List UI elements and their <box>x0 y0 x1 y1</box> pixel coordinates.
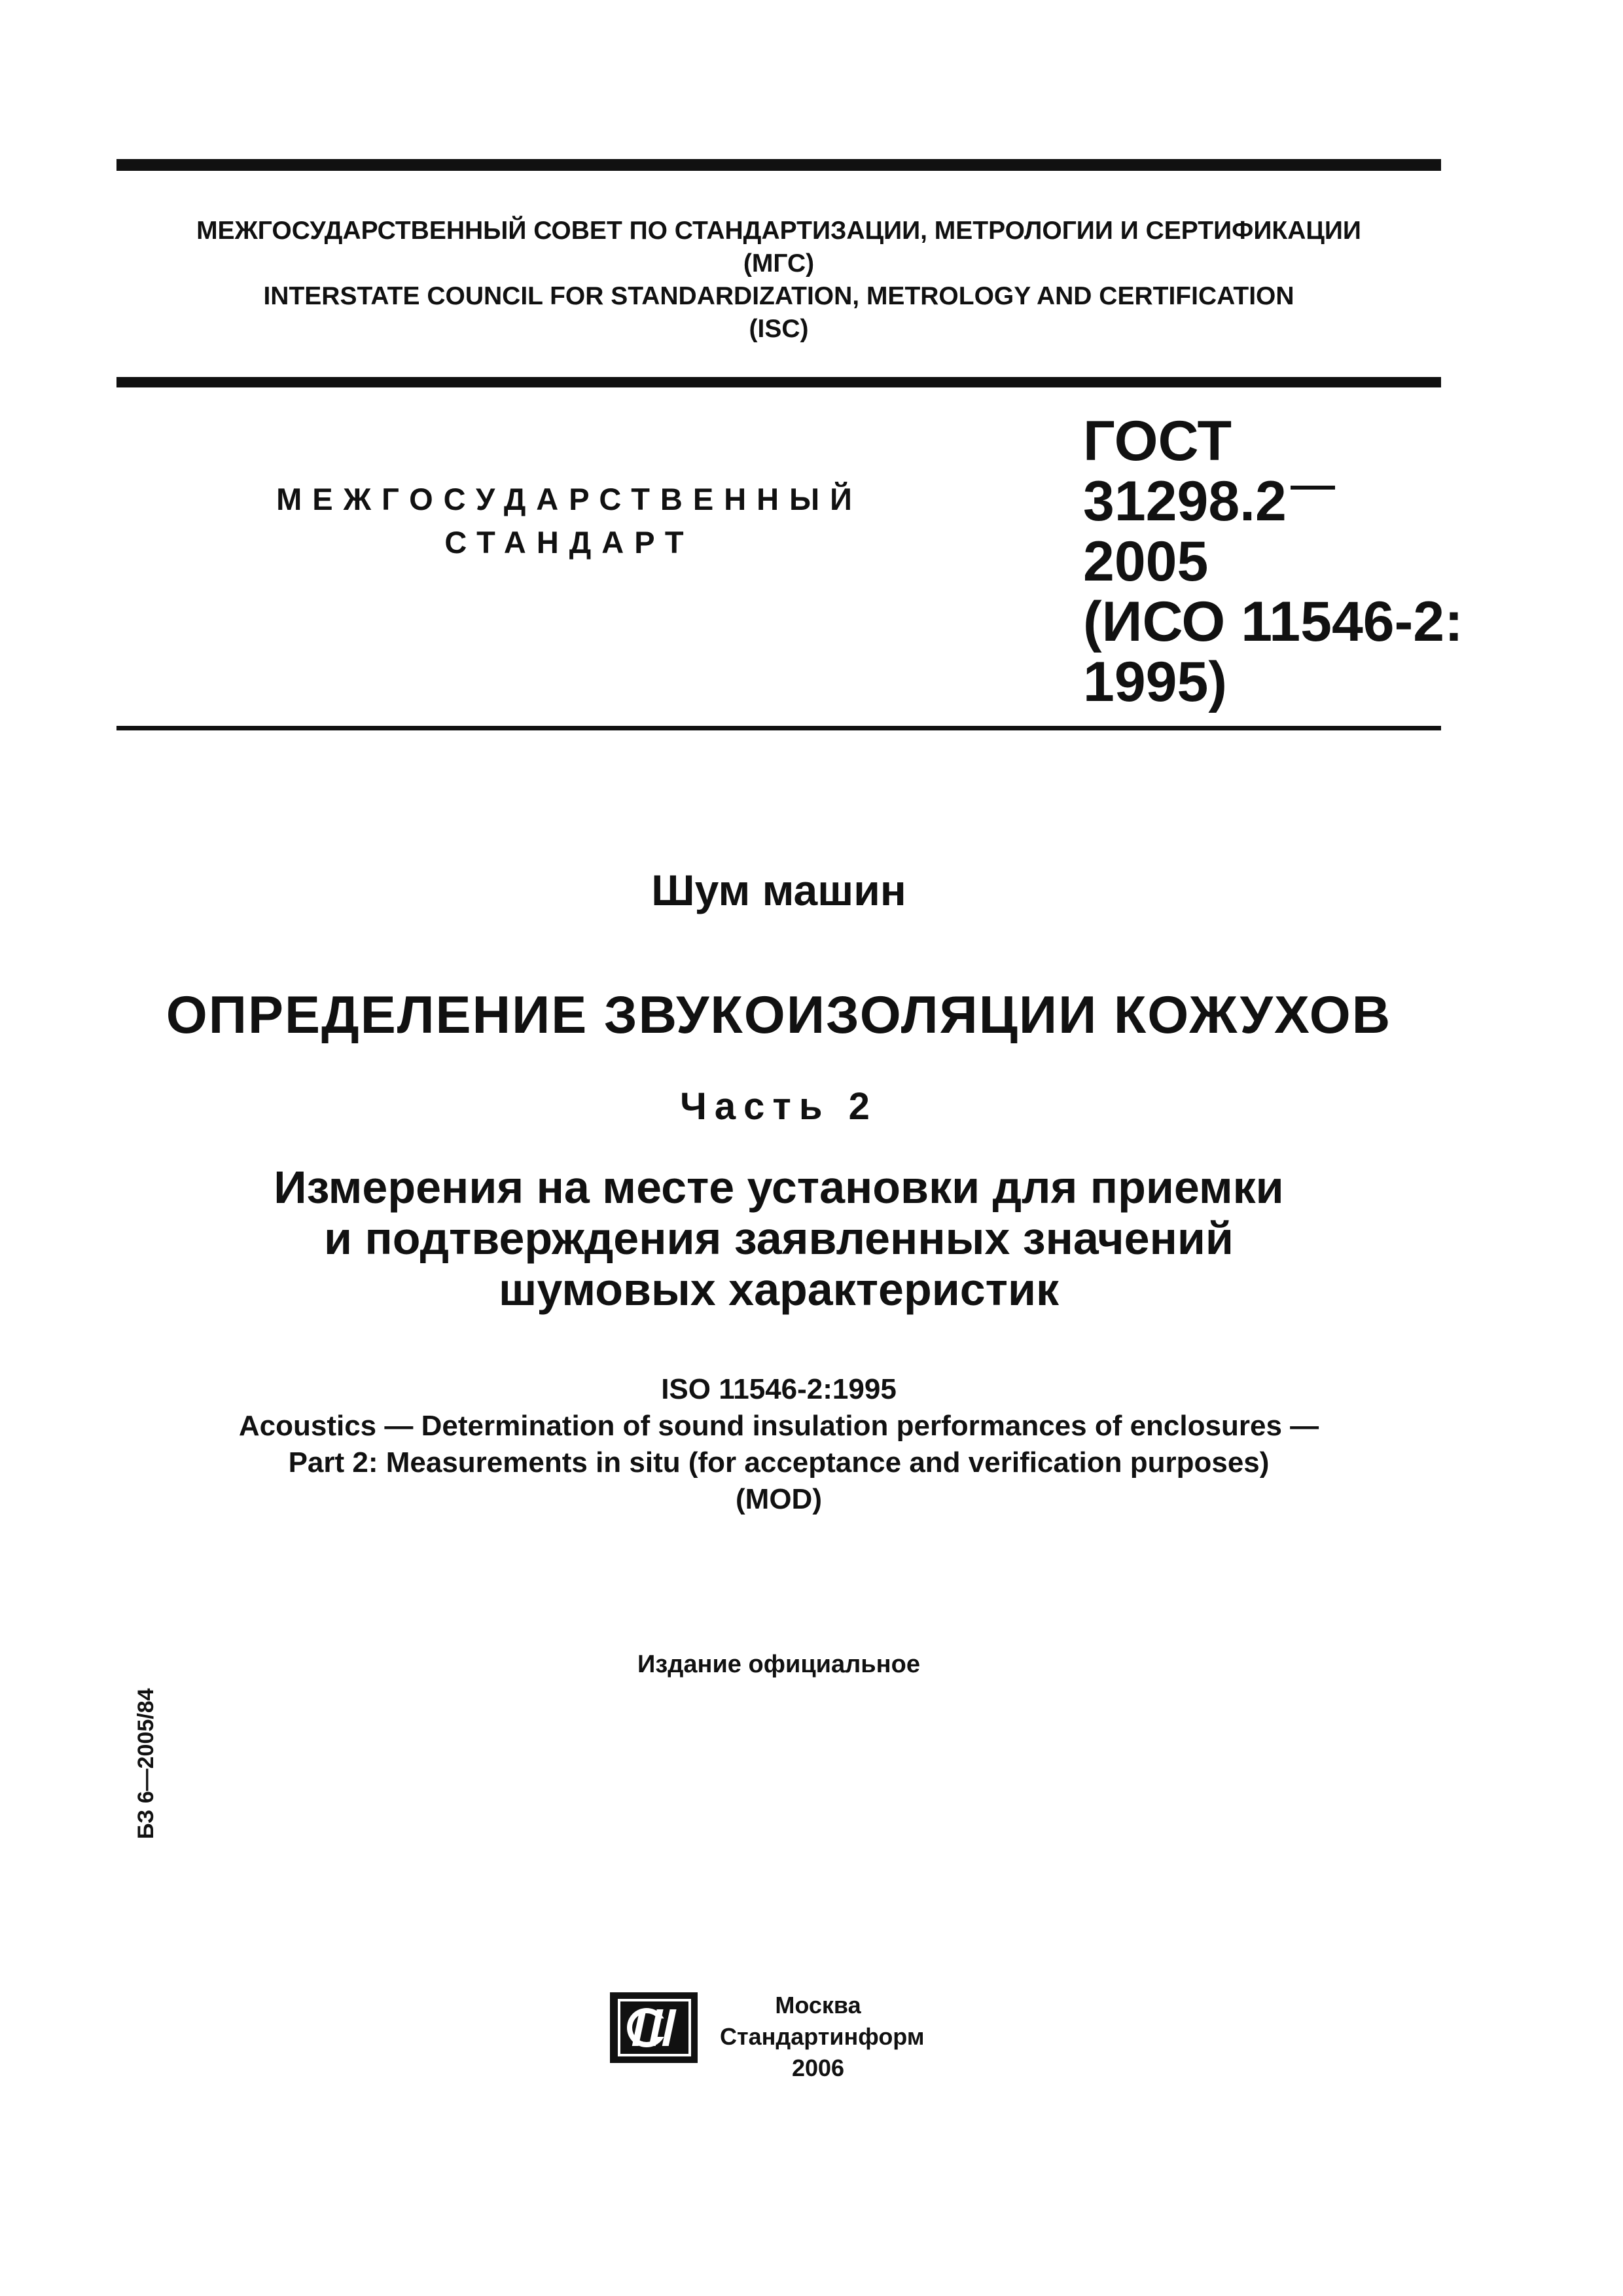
council-abbr-en: (ISC) <box>749 315 809 343</box>
dash-mark <box>1291 486 1335 490</box>
iso-title-line2: Part 2: Measurements in situ (for acceptance and verification purposes) <box>288 1446 1270 1479</box>
designation-iso: (ИСО 11546-2: <box>1083 590 1463 653</box>
subtitle-line1: Измерения на месте установки для приемки <box>274 1162 1284 1213</box>
standard-type-line1: МЕЖГОСУДАРСТВЕННЫЙ <box>276 482 863 516</box>
publisher-name: Стандартинформ <box>720 2023 925 2050</box>
council-name-en: INTERSTATE COUNCIL FOR STANDARDIZATION, METROLOGY AND CERTIFICATION <box>263 282 1294 310</box>
designation-gost: ГОСТ <box>1083 410 1232 473</box>
publisher <box>720 1990 925 2084</box>
iso-title-line1: Acoustics — Determination of sound insulation performances of enclosures — <box>238 1410 1319 1442</box>
side-code: БЗ 6—2005/84 <box>134 1688 158 1839</box>
subtitle-line2: и подтверждения заявленных значений <box>324 1213 1234 1264</box>
part-label: Часть 2 <box>680 1085 878 1128</box>
edition-label: Издание официальное <box>637 1651 920 1678</box>
council-abbr-ru: (МГС) <box>743 249 815 278</box>
subtitle-line3: шумовых характеристик <box>498 1264 1060 1315</box>
bottom-rule <box>116 726 1441 730</box>
publisher-city: Москва <box>775 1992 861 2018</box>
council-name-ru: МЕЖГОСУДАРСТВЕННЫЙ СОВЕТ ПО СТАНДАРТИЗАЦИИ, МЕТРОЛОГИИ И СЕРТИФИКАЦИИ <box>196 217 1361 245</box>
middle-rule <box>116 377 1441 387</box>
standard-designation <box>1083 411 1463 712</box>
designation-iso-year: 1995) <box>1083 651 1227 713</box>
standard-type <box>196 478 942 564</box>
standartinform-logo-icon <box>606 1990 703 2067</box>
designation-year: 2005 <box>1083 530 1209 593</box>
main-title: ОПРЕДЕЛЕНИЕ ЗВУКОИЗОЛЯЦИИ КОЖУХОВ <box>166 986 1392 1045</box>
iso-reference <box>116 1371 1441 1518</box>
publisher-year: 2006 <box>791 2054 845 2081</box>
designation-number-row <box>1083 471 1463 531</box>
standard-type-line2: СТАНДАРТ <box>444 525 694 560</box>
iso-modification: (MOD) <box>736 1483 822 1515</box>
designation-number: 31298.2 <box>1083 470 1287 533</box>
subtitle <box>116 1162 1441 1315</box>
title-group: Шум машин <box>651 866 906 914</box>
council-header <box>116 215 1441 346</box>
iso-number: ISO 11546-2:1995 <box>661 1373 897 1405</box>
top-rule <box>116 159 1441 171</box>
